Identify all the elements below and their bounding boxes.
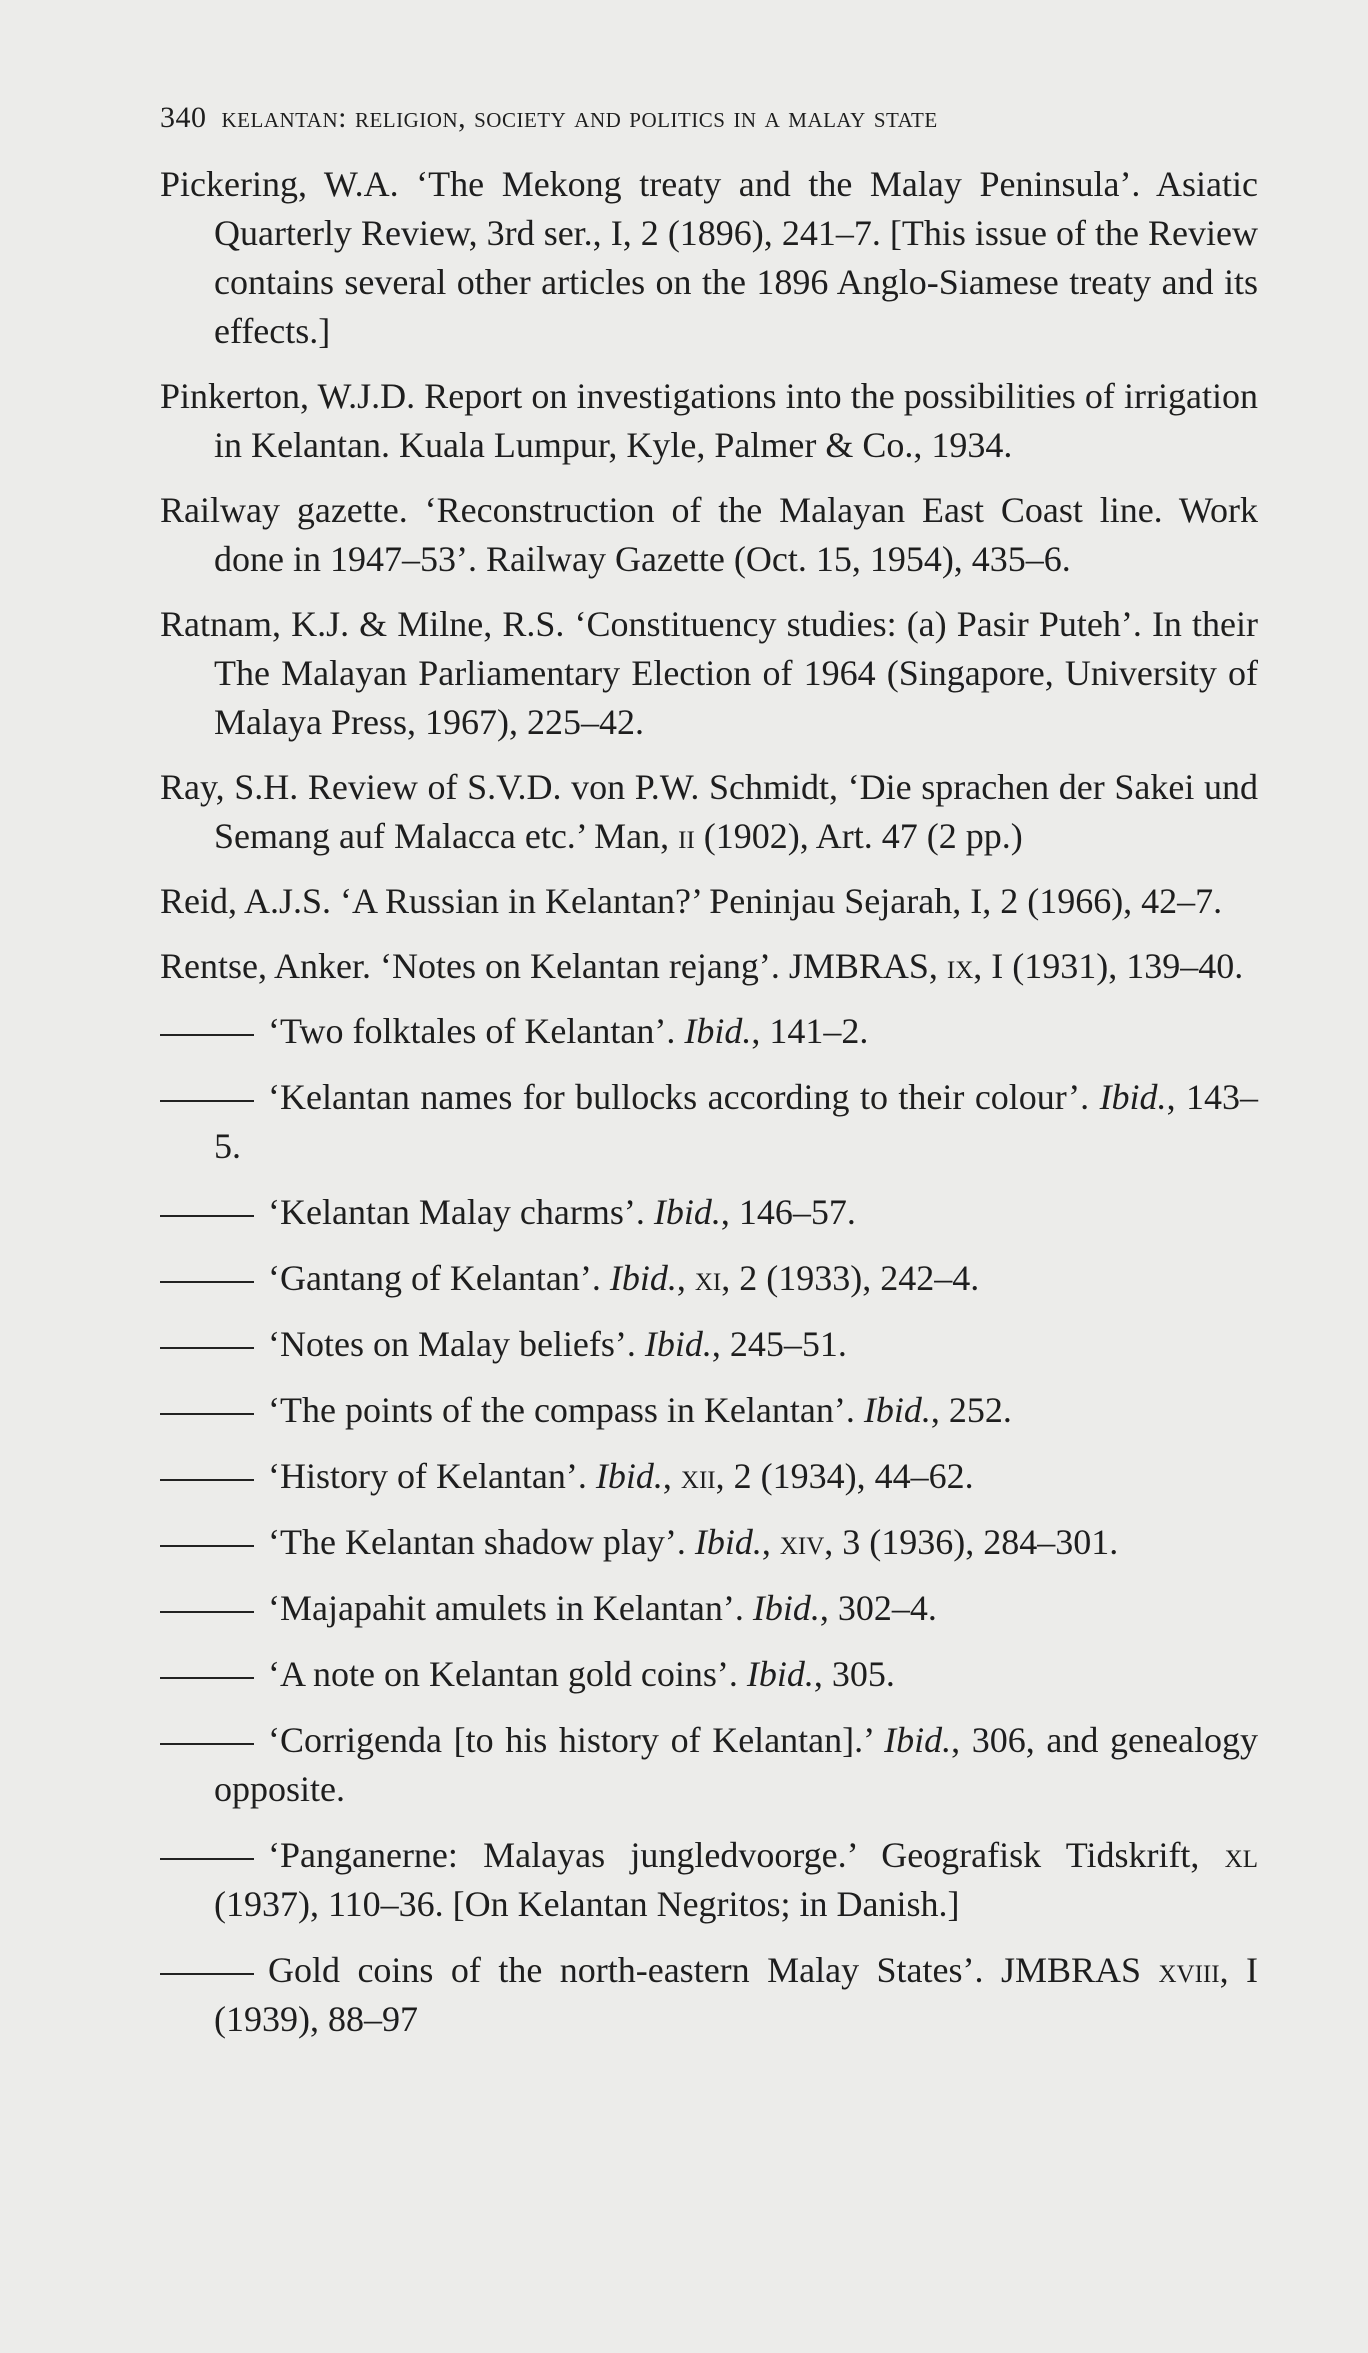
bibliography-entry	[160, 877, 1258, 926]
bibliography-entry	[160, 1831, 1258, 1929]
entry-text: ‘A note on Kelantan gold coins’.	[268, 1654, 747, 1694]
bibliography-entry	[160, 1716, 1258, 1814]
ditto-dash	[160, 1479, 254, 1481]
entry-text: ‘Kelantan Malay charms’.	[268, 1192, 654, 1232]
entry-text: , 252.	[930, 1390, 1012, 1430]
entry-text: ,	[662, 1456, 681, 1496]
italic-text: Ibid.	[644, 1324, 712, 1364]
bibliography-entry	[160, 1254, 1258, 1303]
ditto-dash	[160, 1973, 254, 1975]
bibliography-entry	[160, 1518, 1258, 1567]
italic-text: Ibid.	[609, 1258, 677, 1298]
entry-text: ,	[761, 1522, 780, 1562]
bibliography-entry	[160, 1386, 1258, 1435]
bibliography-entry	[160, 1073, 1258, 1171]
italic-text: Ibid.	[1099, 1077, 1167, 1117]
entry-text: Reid, A.J.S. ‘A Russian in Kelantan?’ Peninjau Sejarah, I, 2 (1966), 42–7.	[160, 881, 1223, 921]
ditto-dash	[160, 1743, 254, 1745]
ditto-dash	[160, 1347, 254, 1349]
entry-text: , 245–51.	[711, 1324, 847, 1364]
running-header	[160, 98, 1258, 138]
italic-text: Ibid.	[746, 1654, 814, 1694]
roman-numeral: xiv	[779, 1522, 825, 1562]
entry-text: , I (1931), 139–40.	[973, 946, 1244, 986]
entry-text: ‘The points of the compass in Kelantan’.	[268, 1390, 864, 1430]
ditto-dash	[160, 1034, 254, 1036]
page-number: 340	[160, 101, 207, 134]
ditto-dash	[160, 1545, 254, 1547]
entry-text: Pinkerton, W.J.D. Report on investigations into the possibilities of irrigation in Kelantan. Kuala Lumpur, Kyle, Palmer & Co., 1934.	[160, 376, 1258, 465]
bibliography-entry	[160, 160, 1258, 356]
ditto-dash	[160, 1413, 254, 1415]
ditto-dash	[160, 1215, 254, 1217]
entry-text: ‘Kelantan names for bullocks according to their colour’.	[268, 1077, 1100, 1117]
roman-numeral: ix	[946, 946, 974, 986]
entry-text: , 305.	[813, 1654, 895, 1694]
roman-numeral: xi	[694, 1258, 722, 1298]
entry-text: , 146–57.	[720, 1192, 856, 1232]
entry-text: , 3 (1936), 284–301.	[824, 1522, 1119, 1562]
bibliography-entry	[160, 1320, 1258, 1369]
bibliography-entry	[160, 1007, 1258, 1056]
ditto-dash	[160, 1858, 254, 1860]
entry-text: Rentse, Anker. ‘Notes on Kelantan rejang’. JMBRAS,	[160, 946, 947, 986]
entry-text: ‘Notes on Malay beliefs’.	[268, 1324, 645, 1364]
ditto-dash	[160, 1281, 254, 1283]
entry-text: ‘Gantang of Kelantan’.	[268, 1258, 610, 1298]
bibliography-entry	[160, 1188, 1258, 1237]
bibliography-entry	[160, 486, 1258, 584]
entry-text: ‘The Kelantan shadow play’.	[268, 1522, 695, 1562]
entry-text: Ray, S.H. Review of S.V.D. von P.W. Schmidt, ‘Die sprachen der Sakei und Semang auf Malacca etc.’ Man,	[160, 767, 1258, 856]
roman-numeral: xii	[680, 1456, 716, 1496]
ditto-dash	[160, 1677, 254, 1679]
roman-numeral: xviii	[1158, 1950, 1220, 1990]
entry-text: , I (1939), 88–97	[214, 1950, 1258, 2039]
entry-text: , 2 (1934), 44–62.	[715, 1456, 974, 1496]
italic-text: Ibid.	[684, 1011, 752, 1051]
entry-text: , 302–4.	[819, 1588, 937, 1628]
entry-text: Railway gazette. ‘Reconstruction of the Malayan East Coast line. Work done in 1947–53’. Railway Gazette (Oct. 15, 1954), 435–6.	[160, 490, 1258, 579]
roman-numeral: ii	[678, 816, 695, 856]
ditto-dash	[160, 1100, 254, 1102]
entry-text: ‘Two folktales of Kelantan’.	[268, 1011, 685, 1051]
bibliography-entry	[160, 600, 1258, 747]
roman-numeral: xl	[1224, 1835, 1258, 1875]
book-page	[160, 98, 1258, 2061]
bibliography-list	[160, 160, 1258, 2044]
italic-text: Ibid.	[884, 1720, 952, 1760]
italic-text: Ibid.	[752, 1588, 820, 1628]
italic-text: Ibid.	[595, 1456, 663, 1496]
ditto-dash	[160, 1611, 254, 1613]
entry-text: ,	[676, 1258, 695, 1298]
entry-text: , 2 (1933), 242–4.	[721, 1258, 980, 1298]
bibliography-entry	[160, 1946, 1258, 2044]
bibliography-entry	[160, 372, 1258, 470]
bibliography-entry	[160, 1650, 1258, 1699]
bibliography-entry	[160, 942, 1258, 991]
bibliography-entry	[160, 763, 1258, 861]
entry-text: (1902), Art. 47 (2 pp.)	[694, 816, 1023, 856]
italic-text: Ibid.	[863, 1390, 931, 1430]
entry-text: ‘Panganerne: Malayas jungledvoorge.’ Geografisk Tidskrift,	[268, 1835, 1225, 1875]
bibliography-entry	[160, 1584, 1258, 1633]
entry-text: ‘Majapahit amulets in Kelantan’.	[268, 1588, 753, 1628]
entry-text: ‘History of Kelantan’.	[268, 1456, 596, 1496]
bibliography-entry	[160, 1452, 1258, 1501]
italic-text: Ibid.	[694, 1522, 762, 1562]
italic-text: Ibid.	[653, 1192, 721, 1232]
entry-text: , 141–2.	[751, 1011, 869, 1051]
entry-text: , 143–5.	[214, 1077, 1258, 1166]
entry-text: Pickering, W.A. ‘The Mekong treaty and the Malay Peninsula’. Asiatic Quarterly Review, 3rd ser., I, 2 (1896), 241–7. [This issue of the Review contains several other articles on the 1896 Anglo-Siamese treaty and its effects.]	[160, 164, 1258, 351]
entry-text: , 306, and genealogy opposite.	[214, 1720, 1258, 1809]
running-title: kelantan: religion, society and politics in a malay state	[221, 101, 938, 134]
entry-text: (1937), 110–36. [On Kelantan Negritos; in Danish.]	[214, 1884, 960, 1924]
entry-text: ‘Corrigenda [to his history of Kelantan].’	[268, 1720, 885, 1760]
entry-text: Ratnam, K.J. & Milne, R.S. ‘Constituency studies: (a) Pasir Puteh’. In their The Malayan Parliamentary Election of 1964 (Singapore, University of Malaya Press, 1967), 225–42.	[160, 604, 1258, 742]
entry-text: Gold coins of the north-eastern Malay States’. JMBRAS	[268, 1950, 1159, 1990]
